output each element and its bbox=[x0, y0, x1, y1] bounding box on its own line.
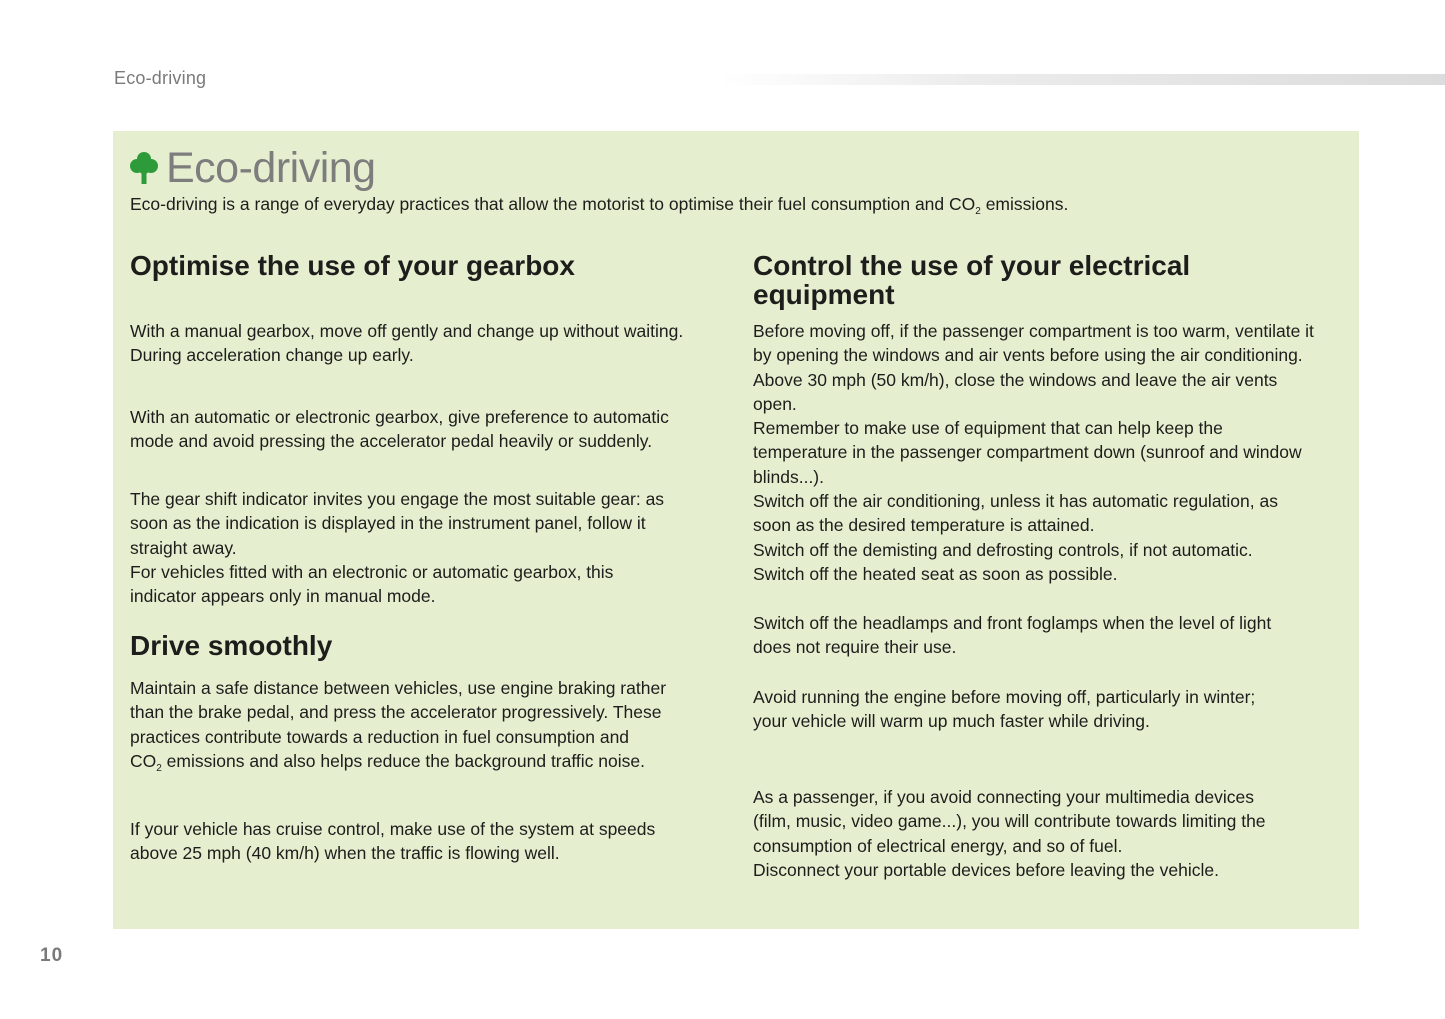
electrical-paragraph-3: Avoid running the engine before moving off, particularly in winter; your vehicle will warm up much faster while driving. bbox=[753, 687, 1256, 732]
page-title-row bbox=[130, 143, 376, 193]
smooth-paragraph-2: If your vehicle has cruise control, make use of the system at speeds above 25 mph (40 km/h) when the traffic is flowing well. bbox=[130, 819, 656, 864]
gearbox-paragraph-3: The gear shift indicator invites you engage the most suitable gear: as soon as the indication is displayed in the instrument panel, follow it straight away. For vehicles fitted with an electronic or automatic gearbox, this indicator appears only in manual mode. bbox=[130, 489, 665, 607]
header-decoration-bar bbox=[720, 74, 1445, 85]
gearbox-paragraph-1: With a manual gearbox, move off gently and change up without waiting. During acceleration change up early. bbox=[130, 321, 684, 366]
electrical-paragraph-1: Before moving off, if the passenger compartment is too warm, ventilate it by opening the windows and air vents before using the air conditioning. Above 30 mph (50 km/h), close the windows and leave the air vents open. Remember to make use of equipment that can help keep the temperature in the passenger compartment down (sunroof and window blinds...). Switch off the air conditioning, unless it has automatic regulation, as soon as the desired temperature is attained. Switch off the demisting and defrosting controls, if not automatic. Switch off the heated seat as soon as possible. bbox=[753, 321, 1314, 584]
heading-drive-smoothly: Drive smoothly bbox=[130, 630, 333, 661]
tree-icon bbox=[130, 151, 158, 185]
gearbox-paragraph-2: With an automatic or electronic gearbox, give preference to automatic mode and avoid pressing the accelerator pedal heavily or suddenly. bbox=[130, 407, 669, 452]
page-number: 10 bbox=[40, 945, 64, 966]
smooth-paragraph-1: Maintain a safe distance between vehicles, use engine braking rather than the brake pedal, and press the accelerator progressively. These practices contribute towards a reduction in fuel consumption and $CO_2$ emissions and also helps reduce the background traffic noise. bbox=[130, 678, 667, 774]
section-label: Eco-driving bbox=[114, 68, 207, 88]
intro-text: Eco-driving is a range of everyday practices that allow the motorist to optimise their fuel consumption and $CO_2$ emissions. bbox=[130, 194, 1069, 217]
electrical-paragraph-4: As a passenger, if you avoid connecting your multimedia devices (film, music, video game...), you will contribute towards limiting the consumption of electrical energy, and so of fuel. Disconnect your portable devices before leaving the vehicle. bbox=[753, 787, 1266, 880]
heading-gearbox: Optimise the use of your gearbox bbox=[130, 250, 575, 281]
heading-electrical-equipment: Control the use of your electrical equipment bbox=[753, 250, 1191, 310]
page-title: Eco-driving bbox=[166, 144, 376, 192]
electrical-paragraph-2: Switch off the headlamps and front foglamps when the level of light does not require their use. bbox=[753, 613, 1272, 658]
